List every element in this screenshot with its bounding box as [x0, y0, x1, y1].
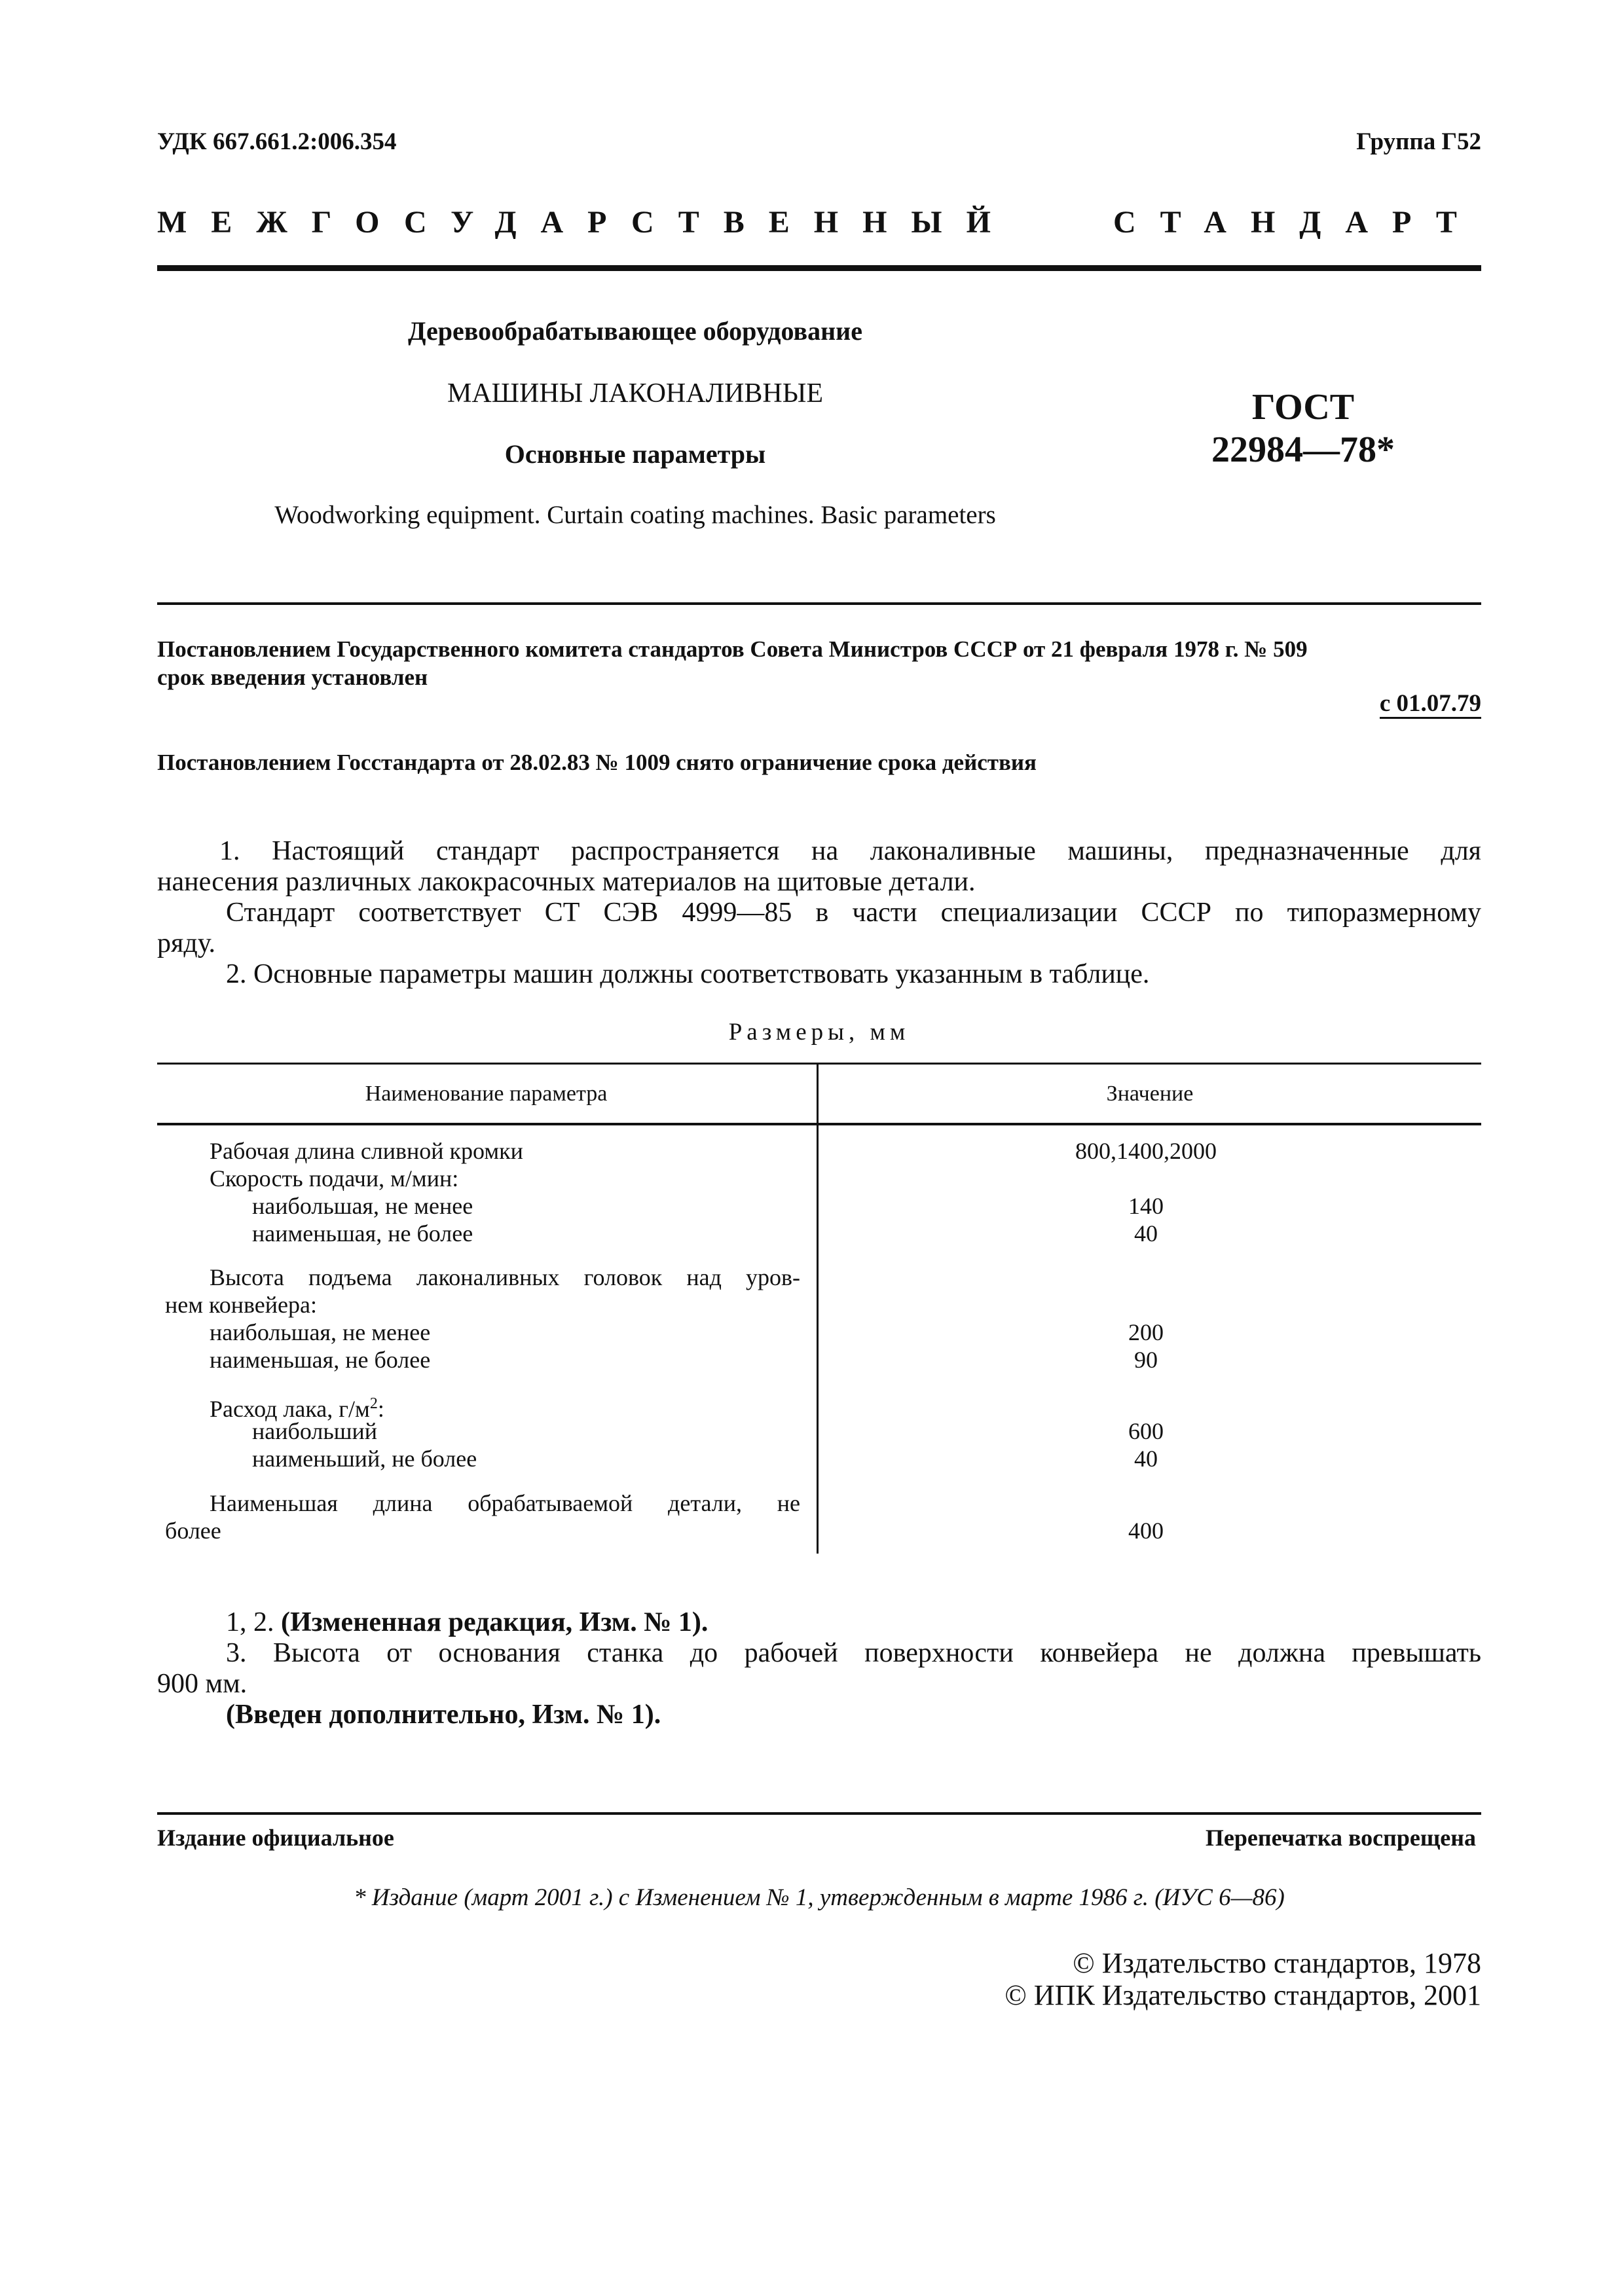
row-value-feed-max: 140: [1128, 1193, 1164, 1219]
banner-right: СТАНДАРТ: [1113, 205, 1481, 240]
paragraph-3-height-line-1: 3. Высота от основания станка до рабочей поверхности конвейера не должна превышать: [226, 1638, 1481, 1668]
reprint-forbidden: Перепечатка воспрещена: [1205, 1825, 1476, 1851]
udk-code: УДК 667.661.2:006.354: [157, 128, 397, 155]
paragraph-1-line-1: 1. Настоящий стандарт распространяется на лаконаливные машины, предназначенные для: [219, 836, 1481, 866]
column-header-value: Значение: [1106, 1082, 1194, 1106]
official-edition: Издание официальное: [157, 1825, 394, 1851]
gost-number: 22984—78*: [1211, 429, 1395, 470]
paragraph-3: 2. Основные параметры машин должны соответствовать указанным в таблице.: [226, 959, 1150, 989]
row-value-feed-min: 40: [1134, 1220, 1158, 1247]
decree-line-1: Постановлением Государственного комитета стандартов Совета Министров СССР от 21 февраля 1978 г. № 509: [157, 636, 1308, 662]
table-header-rule: [157, 1123, 1481, 1125]
category-title: Деревообрабатывающее оборудование: [408, 316, 862, 346]
row-label-head-height-2: нем конвейера:: [165, 1292, 317, 1318]
copyright-1978: © Издательство стандартов, 1978: [1073, 1947, 1481, 1979]
row-label-part-length-2: более: [165, 1518, 221, 1544]
top-thick-rule: [157, 265, 1481, 271]
group-code: Группа Г52: [1356, 128, 1481, 155]
title-rule: [157, 602, 1481, 605]
edition-note: * Издание (март 2001 г.) с Изменением № 1, утвержденным в марте 1986 г. (ИУС 6—86): [354, 1884, 1285, 1911]
row-value-varnish-min: 40: [1134, 1446, 1158, 1472]
amendment-2: (Введен дополнительно, Изм. № 1).: [226, 1700, 661, 1730]
row-label-varnish-consumption: Расход лака, $г/м^2$:: [210, 1395, 384, 1422]
row-label-feed-max: наибольшая, не менее: [252, 1193, 473, 1219]
table-caption: Размеры, мм: [728, 1019, 910, 1046]
row-value-cutting-edge: 800,1400,2000: [1075, 1138, 1217, 1164]
row-value-part-length: 400: [1128, 1518, 1164, 1544]
copyright-2001: © ИПК Издательство стандартов, 2001: [1005, 1979, 1481, 2011]
row-label-varnish-max: наибольший: [252, 1418, 377, 1444]
table-column-divider: [817, 1063, 819, 1554]
decree-line-3: Постановлением Госстандарта от 28.02.83 № 1009 снято ограничение срока действия: [157, 750, 1037, 775]
standard-name: МАШИНЫ ЛАКОНАЛИВНЫЕ: [447, 378, 824, 409]
paragraph-2-line-1: Стандарт соответствует СТ СЭВ 4999—85 в части специализации СССР по типоразмерному: [226, 898, 1481, 928]
standard-subtitle: Основные параметры: [504, 439, 766, 469]
column-header-param: Наименование параметра: [365, 1082, 608, 1106]
decree-line-2: срок введения установлен: [157, 665, 428, 690]
row-value-head-min: 90: [1134, 1347, 1158, 1373]
row-label-part-length-1: Наименьшая длина обрабатываемой детали, не: [210, 1490, 800, 1516]
paragraph-1-line-2: нанесения различных лакокрасочных материалов на щитовые детали.: [157, 867, 976, 897]
row-label-feed-min: наименьшая, не более: [252, 1220, 473, 1247]
paragraph-3-height-line-2: 900 мм.: [157, 1669, 248, 1699]
gost-label: ГОСТ: [1251, 387, 1355, 428]
row-label-head-min: наименьшая, не более: [210, 1347, 431, 1373]
row-label-head-height-1: Высота подъема лаконаливных головок над уров-: [210, 1264, 800, 1290]
row-label-varnish-min: наименьший, не более: [252, 1446, 477, 1472]
row-value-head-max: 200: [1128, 1319, 1164, 1345]
row-label-cutting-edge: Рабочая длина сливной кромки: [210, 1138, 523, 1164]
banner-left: МЕЖГОСУДАРСТВЕННЫЙ: [157, 205, 1015, 240]
english-title: Woodworking equipment. Curtain coating machines. Basic parameters: [274, 501, 996, 529]
row-value-varnish-max: 600: [1128, 1418, 1164, 1444]
row-label-feed-speed: Скорость подачи, м/мин:: [210, 1165, 459, 1192]
table-top-rule: [157, 1063, 1481, 1065]
footer-rule: [157, 1812, 1481, 1815]
amendment-1: 1, 2. (Измененная редакция, Изм. № 1).: [226, 1607, 709, 1637]
paragraph-2-line-2: ряду.: [157, 928, 215, 958]
row-label-head-max: наибольшая, не менее: [210, 1319, 431, 1345]
effective-date: с 01.07.79: [1380, 691, 1481, 719]
